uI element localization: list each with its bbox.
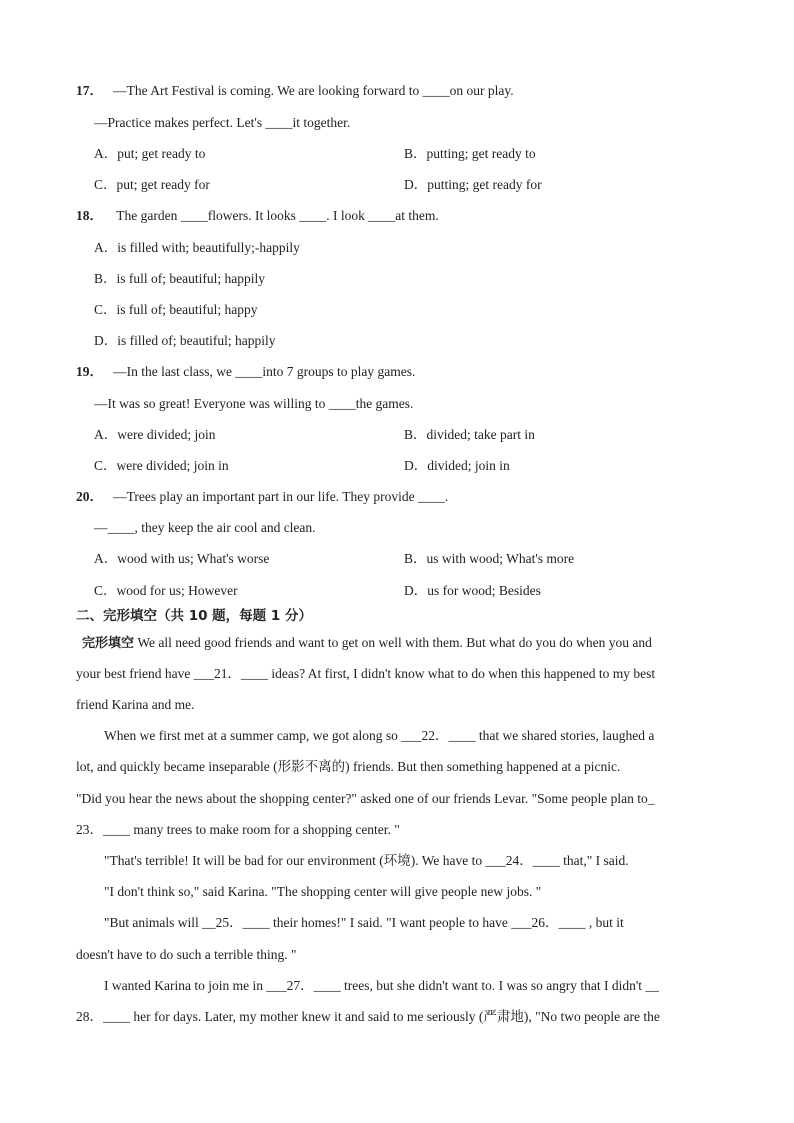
passage-p6-line1	[104, 914, 754, 932]
passage-p7-c: her for days. Later, my mother knew it and said to me seriously (严肃地), "No two people are the	[130, 1009, 660, 1024]
passage-p1-line2	[76, 665, 726, 683]
q20-option-d: D．us for wood; Besides	[404, 583, 541, 598]
passage-p4	[104, 852, 754, 870]
blank-27: ___27．____	[266, 978, 341, 993]
q18-option-a: A．is filled with; beautifully;-happily	[94, 240, 300, 255]
passage-p3-line2	[76, 821, 726, 839]
blank-28: 28．____	[76, 1009, 130, 1024]
section-heading: 二、完形填空（共 10 题，每题 1 分）	[76, 608, 312, 624]
q17-option-b: B．putting; get ready to	[404, 146, 536, 161]
passage-p7-line2	[76, 1008, 726, 1026]
q20-line2: —____, they keep the air cool and clean.	[94, 520, 316, 535]
blank-26: ___26．____	[511, 915, 586, 930]
passage-p1-c: ideas? At first, I didn't know what to do when this happened to my best	[267, 666, 656, 681]
q18-option-c: C．is full of; beautiful; happy	[94, 302, 258, 317]
passage-p4-b: that," I said.	[559, 853, 629, 868]
passage-p7-b: trees, but she didn't want to. I was so angry that I didn't __	[340, 978, 659, 993]
passage-p2-b: that we shared stories, laughed a	[475, 728, 655, 743]
passage-p7-line1	[104, 977, 754, 995]
blank-24: ___24．____	[485, 853, 560, 868]
q19-option-d: D．divided; join in	[404, 458, 510, 473]
q17-line1: —The Art Festival is coming. We are looking forward to ____on our play.	[113, 83, 514, 98]
passage-p6-b: their homes!" I said. "I want people to have	[269, 915, 512, 930]
q20-line1: —Trees play an important part in our life. They provide ____.	[113, 489, 449, 504]
passage-p6-c: , but it	[585, 915, 624, 930]
q19-option-c: C．were divided; join in	[94, 458, 229, 473]
passage-p2-line1	[104, 727, 754, 745]
q18-option-d: D．is filled of; beautiful; happily	[94, 333, 276, 348]
q19-option-a: A．were divided; join	[94, 427, 216, 442]
q19-line2: —It was so great! Everyone was willing to ____the games.	[94, 396, 414, 411]
passage-p2-a: When we first met at a summer camp, we got along so	[104, 728, 402, 743]
q17-line2: —Practice makes perfect. Let's ____it together.	[94, 115, 351, 130]
passage-p1-d: friend Karina and me.	[76, 697, 195, 712]
blank-23: 23．____	[76, 822, 130, 837]
q20-stem	[76, 488, 726, 506]
q18-number: 18．	[76, 208, 103, 223]
q20-number: 20．	[76, 489, 103, 504]
q17-option-d: D．putting; get ready for	[404, 177, 542, 192]
q20-option-b: B．us with wood; What's more	[404, 551, 575, 566]
q20-option-a: A．wood with us; What's worse	[94, 551, 270, 566]
q18-stem	[76, 207, 726, 225]
blank-25: __25．____	[202, 915, 270, 930]
q19-line1: —In the last class, we ____into 7 groups to play games.	[113, 364, 416, 379]
q18-option-b: B．is full of; beautiful; happily	[94, 271, 265, 286]
passage-p5: "I don't think so," said Karina. "The shopping center will give people new jobs. "	[104, 884, 542, 899]
blank-22: ___22．____	[401, 728, 476, 743]
q17-stem	[76, 82, 726, 100]
passage-p7-a: I wanted Karina to join me in	[104, 978, 267, 993]
passage-tag: 完形填空	[82, 636, 135, 651]
passage-p1-line1	[82, 634, 732, 653]
passage-p2-c: lot, and quickly became inseparable (形影不离的) friends. But then something happened at a picnic.	[76, 759, 621, 774]
passage-p4-a: "That's terrible! It will be bad for our environment (环境). We have to	[104, 853, 486, 868]
q17-option-a: A．put; get ready to	[94, 146, 206, 161]
passage-p6-a: "But animals will	[104, 915, 203, 930]
passage-p1-a: We all need good friends and want to get on well with them. But what do you do when you and	[134, 635, 652, 650]
blank-21: ___21．____	[193, 666, 268, 681]
q19-stem	[76, 363, 726, 381]
passage-p6-d: doesn't have to do such a terrible thing. "	[76, 947, 297, 962]
q20-option-c: C．wood for us; However	[94, 583, 238, 598]
passage-p3-b: many trees to make room for a shopping center. "	[130, 822, 400, 837]
q18-line1: The garden ____flowers. It looks ____. I look ____at them.	[113, 208, 439, 223]
q19-option-b: B．divided; take part in	[404, 427, 535, 442]
passage-p1-b: your best friend have	[76, 666, 194, 681]
q17-number: 17．	[76, 83, 103, 98]
q17-option-c: C．put; get ready for	[94, 177, 210, 192]
q19-number: 19．	[76, 364, 103, 379]
passage-p3-a: "Did you hear the news about the shopping center?" asked one of our friends Levar. "Some people plan to_	[76, 791, 655, 806]
